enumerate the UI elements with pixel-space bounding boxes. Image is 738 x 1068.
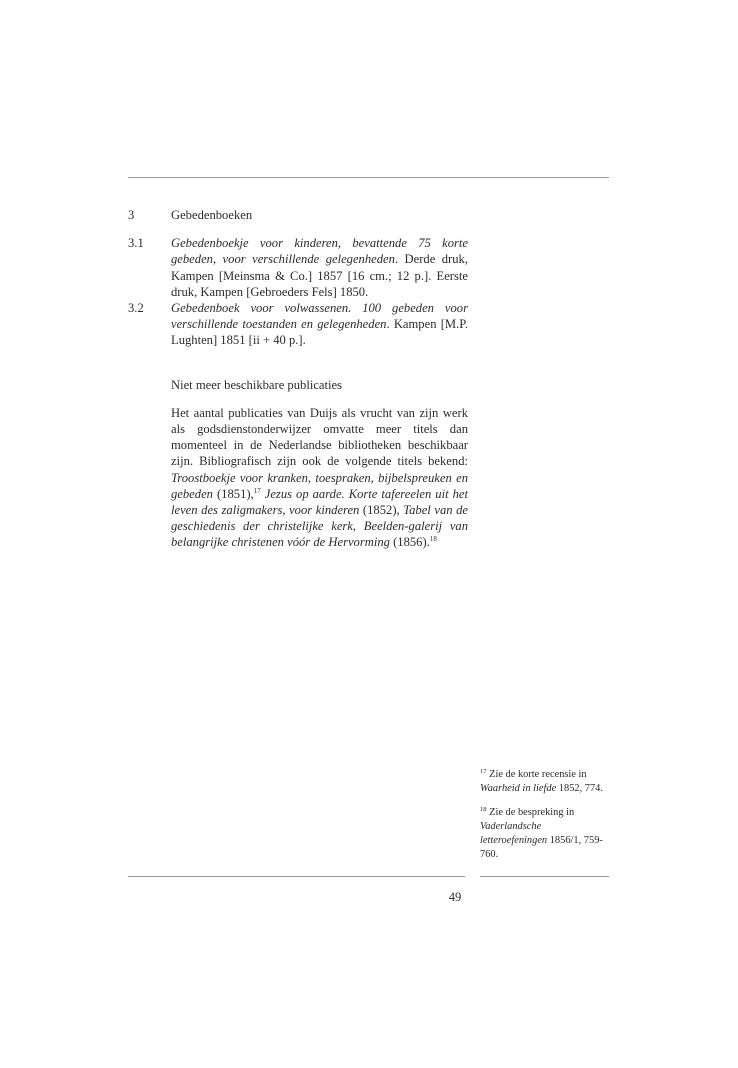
footnote-text: 1852, 774.: [556, 783, 603, 794]
entry-title: Gebedenboek voor volwassenen. 100 gebeden voor verschillende toestanden en gelegenheden: [171, 301, 468, 332]
body-paragraph: [171, 405, 468, 551]
footnote-ref-17[interactable]: 17: [253, 486, 261, 495]
entry-details: . Kampen [M.P. Lughten] 1851 [ii + 40 p.].: [171, 317, 469, 348]
main-text-column: [128, 207, 468, 551]
footnote-18: [480, 806, 609, 862]
footnote-text: Zie de korte recensie in: [486, 769, 587, 780]
footnote-title: Waarheid in liefde: [480, 783, 557, 794]
section-number: 3: [128, 208, 135, 222]
top-rule: [128, 177, 609, 178]
footnote-text: 1856/1, 759-760.: [480, 835, 603, 860]
paragraph-text: (1851),: [212, 486, 254, 501]
entry-text: [171, 235, 468, 300]
section-heading: [128, 207, 468, 223]
bottom-rule-notes: [480, 876, 609, 877]
bottom-rule-main: [128, 876, 465, 877]
paragraph-text: (1852),: [359, 503, 404, 518]
footnote-mark: 18: [480, 806, 487, 813]
footnote-title: Vaderlandsche letteroefeningen: [480, 821, 548, 846]
page-number: 49: [448, 890, 462, 904]
title-tabel: Tabel van de geschiedenis der christelijke kerk: [171, 503, 469, 534]
entry-details: . Derde druk, Kampen [Meinsma & Co.] 1857 [16 cm.; 12 p.]. Eerste druk, Kampen [Gebroeders Fels] 1850.: [171, 252, 468, 299]
entry-title: Gebedenboekje voor kinderen, bevattende 75 korte gebeden, voor verschillende gelegenheden: [171, 236, 468, 267]
paragraph-text: Het aantal publicaties van Duijs als vrucht van zijn werk als godsdienstonderwijzer omvatte meer titels dan momenteel in de Nederlandse bibliotheken beschikbaar zijn. Bibliografisch zijn ook de volgende titels bekend:: [171, 405, 468, 469]
footnote-17: [480, 768, 609, 796]
subheading: Niet meer beschikbare publicaties: [171, 377, 342, 392]
footnote-mark: 17: [480, 768, 487, 775]
entry-number: 3.2: [128, 301, 144, 316]
title-troostboekje: Troostboekje voor kranken, toespraken, bijbelspreuken en gebeden: [171, 470, 468, 501]
footnote-ref-18[interactable]: 18: [429, 535, 437, 544]
bibliography-entry: [128, 300, 468, 349]
title-beelden-galerij: Beelden-galerij van belangrijke christenen vóór de Hervorming: [171, 519, 469, 550]
paragraph-text: (1856).: [389, 535, 430, 550]
footnotes-column: [480, 768, 609, 872]
entry-number: 3.1: [128, 236, 144, 251]
paragraph-text: ,: [352, 519, 364, 534]
entry-text: [171, 300, 468, 349]
footnote-text: Zie de bespreking in: [486, 807, 575, 818]
title-jezus-op-aarde: Jezus op aarde. Korte tafereelen uit het leven des zaligmakers, voor kinderen: [171, 486, 469, 518]
bibliography-entry: [128, 235, 468, 300]
section-title: Gebedenboeken: [171, 208, 253, 222]
